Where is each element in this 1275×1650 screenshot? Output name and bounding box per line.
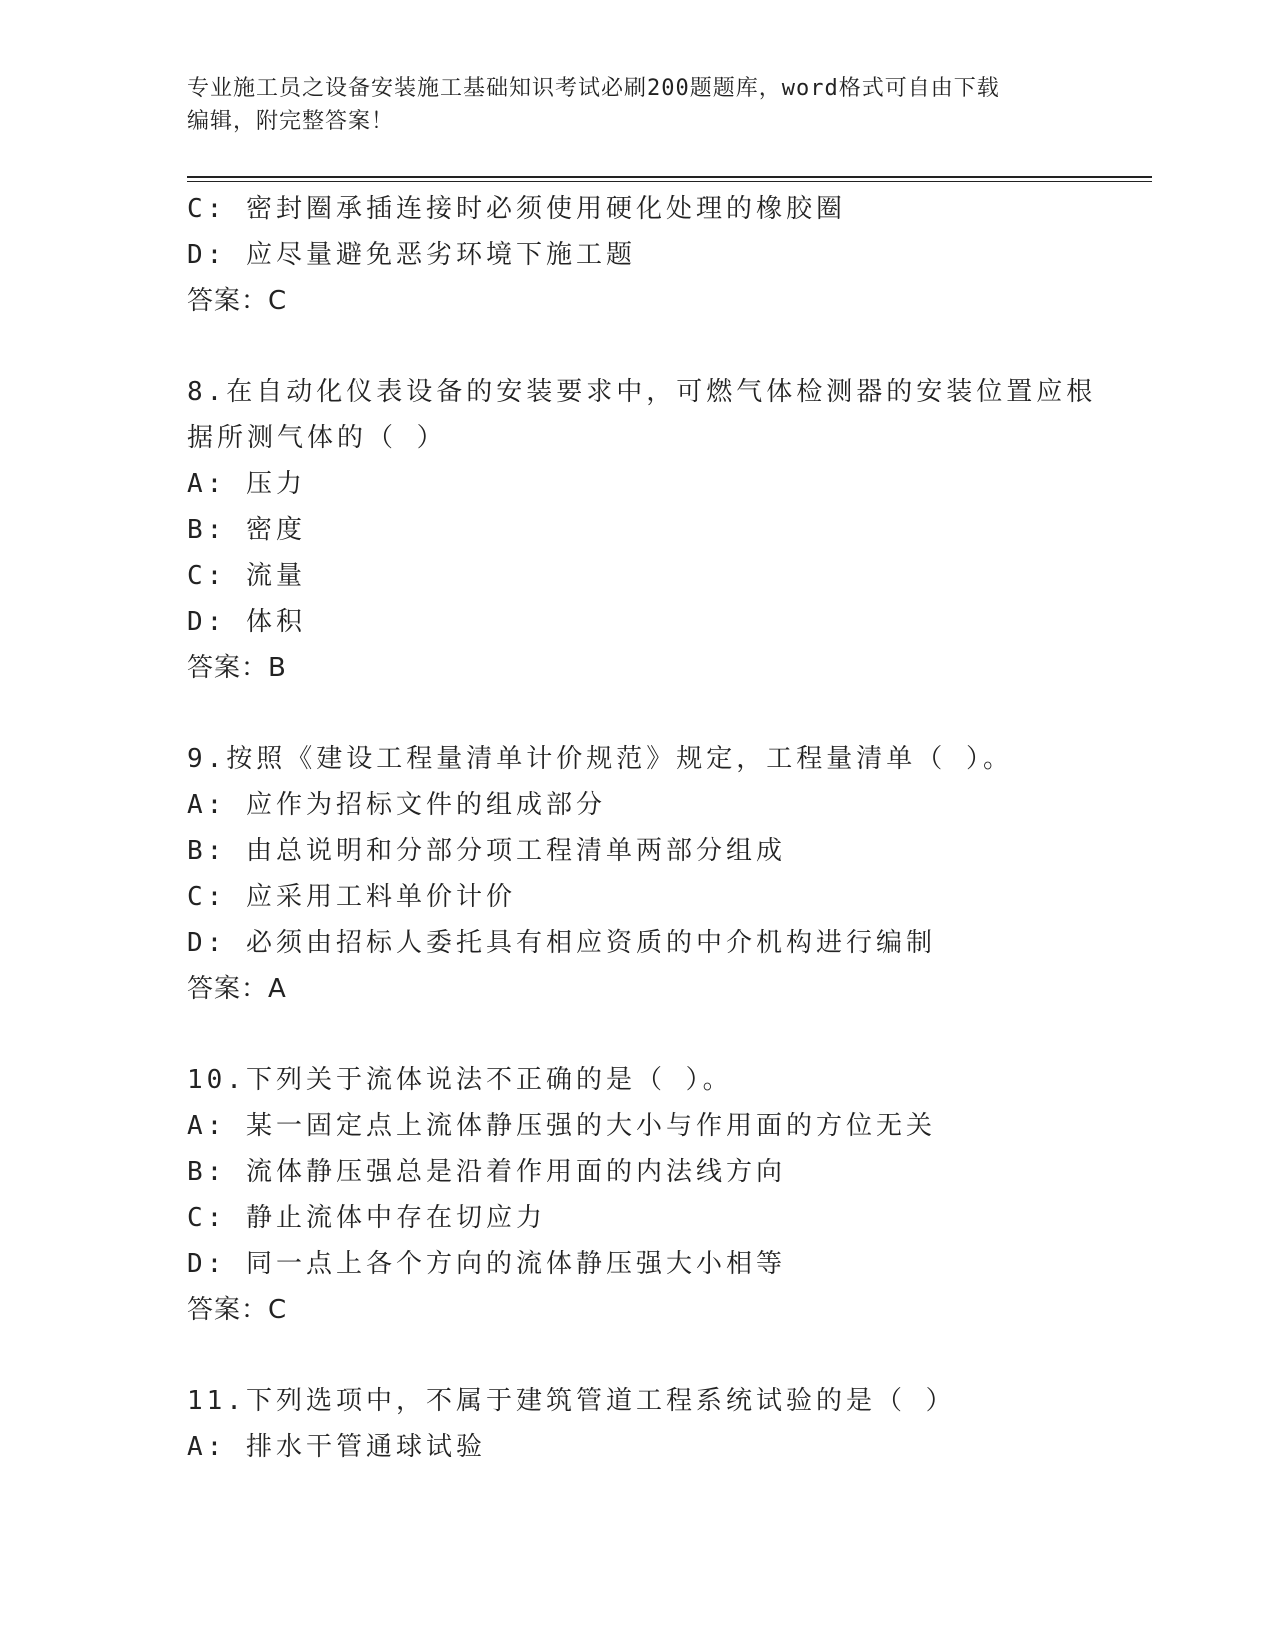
option-d: D: 同一点上各个方向的流体静压强大小相等 xyxy=(187,1249,786,1279)
document-header xyxy=(187,72,1067,138)
spacer xyxy=(187,1333,1087,1378)
answer: 答案：B xyxy=(187,653,287,683)
spacer xyxy=(187,324,1087,369)
option-b: B: 流体静压强总是沿着作用面的内法线方向 xyxy=(187,1157,786,1187)
question-stem: 10.下列关于流体说法不正确的是（ ）。 xyxy=(187,1065,733,1095)
option-d: D: 必须由招标人委托具有相应资质的中介机构进行编制 xyxy=(187,928,936,958)
option-a: A: 排水干管通球试验 xyxy=(187,1432,486,1462)
answer: 答案：C xyxy=(187,1295,288,1325)
question-stem: 9.按照《建设工程量清单计价规范》规定，工程量清单（ ）。 xyxy=(187,744,1013,774)
header-title-line2: 编辑，附完整答案！ xyxy=(187,109,395,134)
question-10 xyxy=(187,1057,1087,1333)
spacer xyxy=(187,1012,1087,1057)
option-c: C: 密封圈承插连接时必须使用硬化处理的橡胶圈 xyxy=(187,194,846,224)
question-7-continued xyxy=(187,186,1087,324)
question-stem: 8.在自动化仪表设备的安装要求中，可燃气体检测器的安装位置应根 xyxy=(187,377,1097,407)
question-8 xyxy=(187,369,1097,691)
option-a: A: 某一固定点上流体静压强的大小与作用面的方位无关 xyxy=(187,1111,936,1141)
question-11 xyxy=(187,1378,1087,1470)
spacer xyxy=(187,691,1087,736)
question-stem: 11.下列选项中，不属于建筑管道工程系统试验的是（ ） xyxy=(187,1386,956,1416)
option-d: D: 体积 xyxy=(187,607,306,637)
header-divider-thin xyxy=(187,181,1152,182)
answer: 答案：C xyxy=(187,286,288,316)
question-stem-continued: 据所测气体的（ ） xyxy=(187,423,447,453)
option-a: A: 应作为招标文件的组成部分 xyxy=(187,790,606,820)
option-c: C: 流量 xyxy=(187,561,306,591)
option-c: C: 静止流体中存在切应力 xyxy=(187,1203,546,1233)
header-divider-thick xyxy=(187,176,1152,178)
option-b: B: 由总说明和分部分项工程清单两部分组成 xyxy=(187,836,786,866)
question-list xyxy=(187,186,1097,1470)
option-c: C: 应采用工料单价计价 xyxy=(187,882,516,912)
header-title-line1: 专业施工员之设备安装施工基础知识考试必刷200题题库，word格式可自由下载 xyxy=(187,76,1000,101)
option-d: D: 应尽量避免恶劣环境下施工题 xyxy=(187,240,636,270)
question-9 xyxy=(187,736,1087,1012)
option-b: B: 密度 xyxy=(187,515,306,545)
answer: 答案：A xyxy=(187,974,287,1004)
option-a: A: 压力 xyxy=(187,469,306,499)
